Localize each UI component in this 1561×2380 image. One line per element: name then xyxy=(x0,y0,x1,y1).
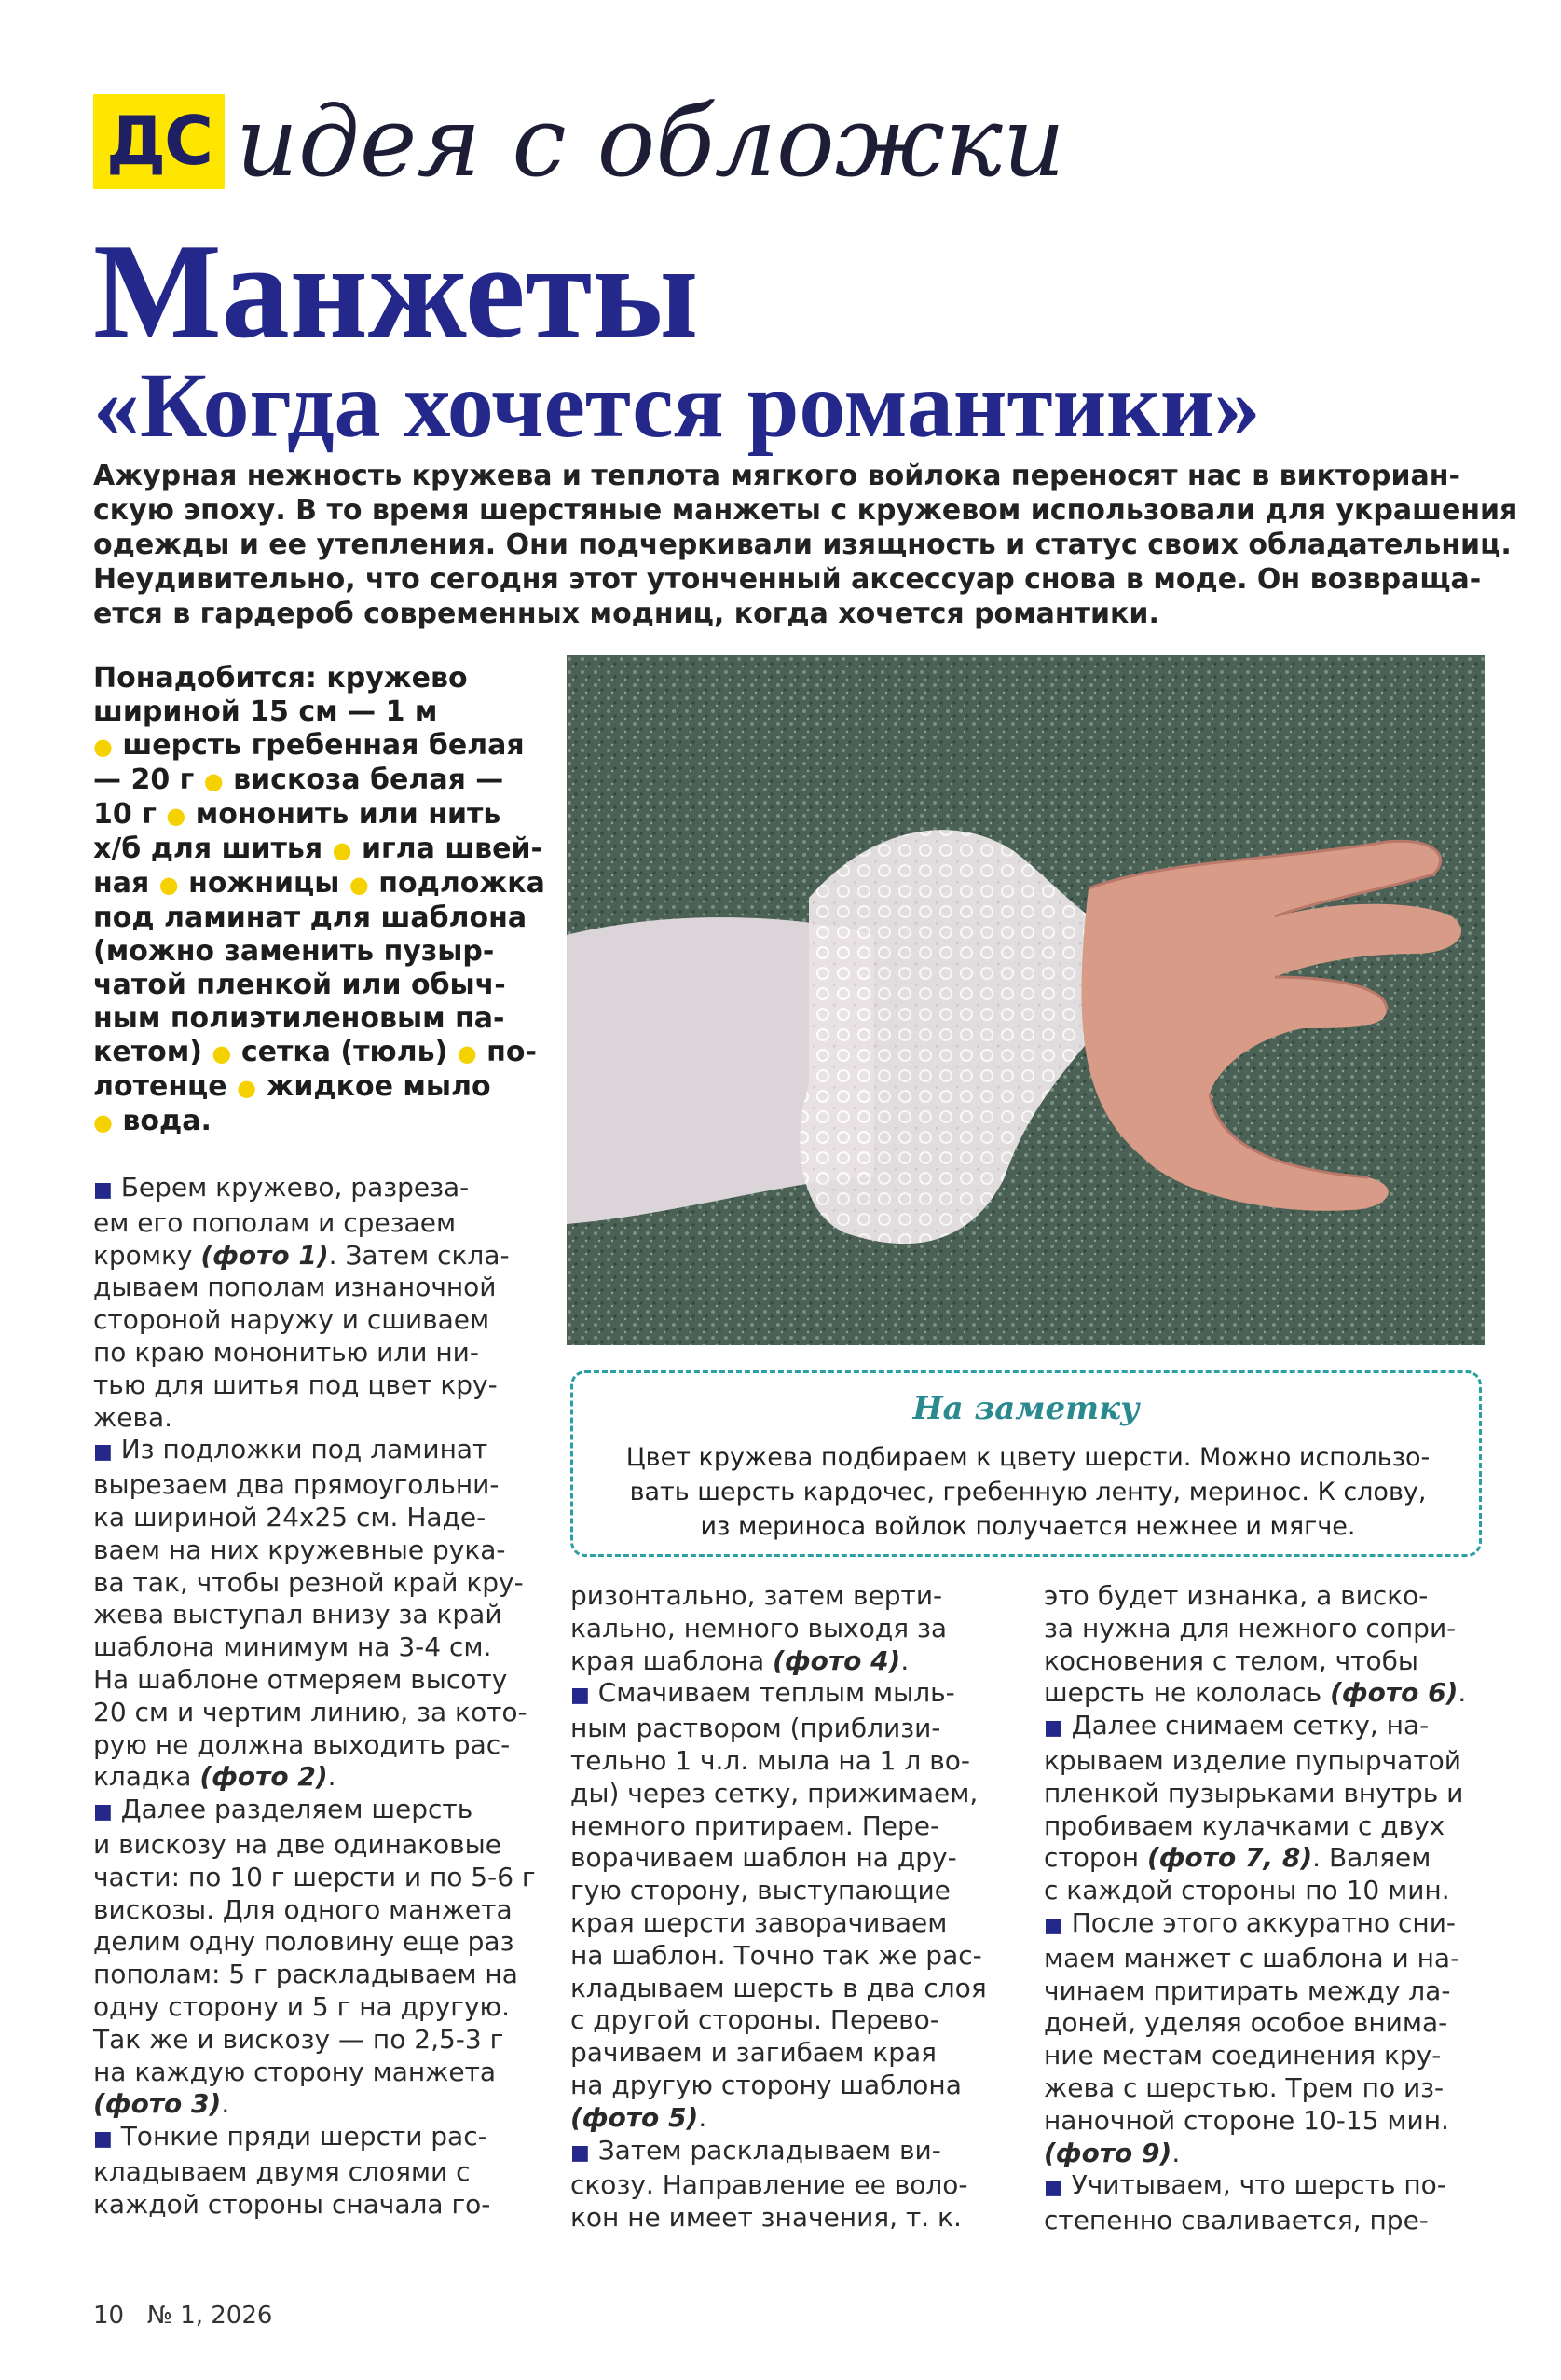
text-line: 20 см и чертим линию, за кото- xyxy=(93,1696,527,1727)
text-line: ние местам соединения кру- xyxy=(1044,2040,1442,2071)
text-line: гую сторону, выступающие xyxy=(570,1875,951,1906)
text-line: вырезаем два прямоугольни- xyxy=(93,1469,500,1501)
text-line: кромку (фото 1). Затем скла- xyxy=(93,1239,510,1271)
note-line: из мериноса войлок получается нежнее и мягче. xyxy=(700,1512,1356,1541)
text-line: скозу. Направление ее воло- xyxy=(570,2169,968,2201)
text-line: делим одну половину еще раз xyxy=(93,1926,514,1958)
bullet-dot-icon: ● xyxy=(212,1040,232,1066)
text-line: рую не должна выходить рас- xyxy=(93,1728,511,1760)
article-subtitle: «Когда хочется романтики» xyxy=(93,353,1261,457)
square-bullet-icon: ■ xyxy=(1044,1716,1063,1740)
text-line: пробиваем кулачками с двух xyxy=(1044,1809,1445,1841)
text-line: ■ Смачиваем теплым мыль- xyxy=(570,1677,955,1709)
text-line: пополам: 5 г раскладываем на xyxy=(93,1959,518,1990)
materials-line: ным полиэтиленовым па- xyxy=(93,1002,505,1035)
lead-line: скую эпоху. В то время шерстяные манжеты с кружевом использовали для украшения xyxy=(93,494,1518,527)
text-line: кально, немного выходя за xyxy=(570,1612,948,1644)
note-title: На заметку xyxy=(912,1390,1140,1427)
text-line: ■ Тонкие пряди шерсти рас- xyxy=(93,2121,487,2153)
lead-line: одежды и ее утепления. Они подчеркивали изящность и статус своих обладательниц. xyxy=(93,529,1512,561)
text-line: ды) через сетку, прижимаем, xyxy=(570,1777,979,1809)
text-line: шерсть не кололась (фото 6). xyxy=(1044,1677,1467,1709)
materials-line: — 20 г ● вискоза белая — xyxy=(93,764,504,796)
lace-cuff-on-hand-image xyxy=(567,655,1485,1345)
square-bullet-icon: ■ xyxy=(1044,2176,1063,2200)
article-title: Манжеты xyxy=(93,215,699,366)
text-line: тельно 1 ч.л. мыла на 1 л во- xyxy=(570,1744,970,1776)
text-line: каждой стороны сначала го- xyxy=(93,2188,491,2220)
issue-number: № 1, 2026 xyxy=(146,2302,273,2330)
text-line: это будет изнанка, а виско- xyxy=(1044,1580,1429,1611)
text-line: ваем на них кружевные рука- xyxy=(93,1534,506,1565)
materials-line: ная ● ножницы ● подложка xyxy=(93,867,545,900)
page-number: 10 xyxy=(93,2302,125,2330)
square-bullet-icon: ■ xyxy=(570,1684,590,1708)
lead-line: Ажурная нежность кружева и теплота мягкого войлока переносят нас в викториан- xyxy=(93,460,1460,492)
text-line: ■ Далее снимаем сетку, на- xyxy=(1044,1710,1430,1741)
bullet-dot-icon: ● xyxy=(158,872,179,898)
text-line: доней, уделяя особое внима- xyxy=(1044,2007,1448,2039)
text-line: пленкой пузырьками внутрь и xyxy=(1044,1777,1464,1809)
materials-line: ● шерсть гребенная белая xyxy=(93,729,525,762)
text-line: ■ Из подложки под ламинат xyxy=(93,1434,488,1465)
materials-line: лотенце ● жидкое мыло xyxy=(93,1070,491,1103)
text-line: (фото 5). xyxy=(570,2101,707,2133)
text-line: кладываем двумя слоями с xyxy=(93,2155,471,2187)
text-line: ■ Берем кружево, разреза- xyxy=(93,1172,470,1203)
magazine-logo: ДС xyxy=(93,94,225,189)
bullet-dot-icon: ● xyxy=(93,1109,113,1135)
text-line: ка шириной 24х25 см. Наде- xyxy=(93,1501,486,1533)
text-line: по краю мононитью или ни- xyxy=(93,1336,479,1368)
materials-line: чатой пленкой или обыч- xyxy=(93,969,506,1001)
text-line: ворачиваем шаблон на дру- xyxy=(570,1842,957,1874)
text-line: ным раствором (приблизи- xyxy=(570,1713,941,1744)
note-line: Цвет кружева подбираем к цвету шерсти. Можно использо- xyxy=(625,1443,1431,1472)
square-bullet-icon: ■ xyxy=(93,1178,113,1202)
text-line: на каждую сторону манжета xyxy=(93,2056,497,2087)
bullet-dot-icon: ● xyxy=(203,768,224,794)
text-line: части: по 10 г шерсти и по 5-6 г xyxy=(93,1861,536,1892)
text-column-2 xyxy=(570,1580,1018,2235)
text-line: и вискозу на две одинаковые xyxy=(93,1828,501,1860)
section-title: идея с обложки xyxy=(235,85,1065,199)
text-line: косновения с телом, чтобы xyxy=(1044,1644,1418,1676)
lead-paragraph xyxy=(93,459,1518,631)
note-line: вать шерсть кардочес, гребенную ленту, меринос. К слову, xyxy=(629,1478,1427,1506)
square-bullet-icon: ■ xyxy=(570,2140,590,2165)
text-line: одну сторону и 5 г на другую. xyxy=(93,1990,511,2022)
materials-line: кетом) ● сетка (тюль) ● по- xyxy=(93,1036,537,1068)
text-line: рачиваем и загибаем края xyxy=(570,2037,937,2069)
text-line: стороной наружу и сшиваем xyxy=(93,1304,490,1336)
lead-line: Неудивительно, что сегодня этот утонченный аксессуар снова в моде. Он возвраща- xyxy=(93,563,1482,596)
materials-line: ● вода. xyxy=(93,1105,212,1137)
text-line: (фото 9). xyxy=(1044,2137,1181,2168)
text-line: жева выступал внизу за край xyxy=(93,1599,502,1630)
text-line: с другой стороны. Перево- xyxy=(570,2004,939,2036)
text-line: степенно сваливается, пре- xyxy=(1044,2205,1429,2236)
text-line: крываем изделие пупырчатой xyxy=(1044,1744,1461,1776)
bullet-dot-icon: ● xyxy=(166,803,186,829)
bullet-dot-icon: ● xyxy=(237,1075,257,1101)
materials-line: х/б для шитья ● игла швей- xyxy=(93,832,542,865)
materials-line: под ламинат для шаблона xyxy=(93,901,527,934)
note-body xyxy=(596,1440,1460,1544)
text-line: чинаем притирать между ла- xyxy=(1044,1974,1451,2006)
text-line: ва так, чтобы резной край кру- xyxy=(93,1566,524,1598)
lead-line: ется в гардероб современных модниц, когда хочется романтики. xyxy=(93,598,1159,630)
bullet-dot-icon: ● xyxy=(93,734,113,760)
text-line: кладка (фото 2). xyxy=(93,1761,336,1793)
square-bullet-icon: ■ xyxy=(93,2127,113,2152)
text-line: немного притираем. Пере- xyxy=(570,1809,940,1841)
text-line: ■ Далее разделяем шерсть xyxy=(93,1794,473,1825)
section-header xyxy=(93,86,1065,198)
text-line: ■ Учитываем, что шерсть по- xyxy=(1044,2169,1446,2201)
materials-line: 10 г ● мононить или нить xyxy=(93,798,501,831)
materials-list xyxy=(93,662,545,1139)
text-line: Так же и вискозу — по 2,5-3 г xyxy=(93,2023,504,2055)
text-line: кон не имеет значения, т. к. xyxy=(570,2202,962,2234)
text-line: жева. xyxy=(93,1401,173,1433)
square-bullet-icon: ■ xyxy=(93,1440,113,1465)
text-line: за нужна для нежного сопри- xyxy=(1044,1612,1457,1644)
text-column-1 xyxy=(93,1172,541,2222)
text-line: На шаблоне отмеряем высоту xyxy=(93,1663,508,1695)
text-line: дываем пополам изнаночной xyxy=(93,1272,497,1303)
text-line: ■ Затем раскладываем ви- xyxy=(570,2134,941,2166)
materials-line: (можно заменить пузыр- xyxy=(93,935,495,968)
text-line: (фото 3). xyxy=(93,2088,230,2120)
text-line: кладываем шерсть в два слоя xyxy=(570,1972,987,2003)
note-box xyxy=(570,1370,1482,1557)
materials-line: Понадобится: кружево xyxy=(93,662,468,695)
text-line: ризонтально, затем верти- xyxy=(570,1580,943,1611)
text-line: наночной стороне 10-15 мин. xyxy=(1044,2104,1449,2136)
bullet-dot-icon: ● xyxy=(349,872,369,898)
text-line: на другую сторону шаблона xyxy=(570,2069,962,2100)
text-line: тью для шитья под цвет кру- xyxy=(93,1369,498,1400)
text-line: на шаблон. Точно так же рас- xyxy=(570,1939,982,1971)
text-line: вискозы. Для одного манжета xyxy=(93,1893,513,1925)
text-line: ем его пополам и срезаем xyxy=(93,1206,457,1238)
page-footer xyxy=(93,2302,272,2330)
text-line: края шаблона (фото 4). xyxy=(570,1644,910,1676)
text-line: маем манжет с шаблона и на- xyxy=(1044,1942,1460,1974)
text-line: жева с шерстью. Трем по из- xyxy=(1044,2071,1445,2103)
square-bullet-icon: ■ xyxy=(1044,1913,1063,1937)
text-line: ■ После этого аккуратно сни- xyxy=(1044,1906,1456,1938)
text-line: сторон (фото 7, 8). Валяем xyxy=(1044,1842,1431,1874)
bullet-dot-icon: ● xyxy=(457,1040,477,1066)
text-line: с каждой стороны по 10 мин. xyxy=(1044,1875,1450,1906)
materials-line: шириной 15 см — 1 м xyxy=(93,695,438,728)
text-line: края шерсти заворачиваем xyxy=(570,1906,948,1938)
text-line: шаблона минимум на 3-4 см. xyxy=(93,1631,492,1663)
bullet-dot-icon: ● xyxy=(332,837,352,863)
square-bullet-icon: ■ xyxy=(93,1800,113,1824)
text-column-3 xyxy=(1044,1580,1491,2237)
cuff-photo xyxy=(567,655,1485,1345)
